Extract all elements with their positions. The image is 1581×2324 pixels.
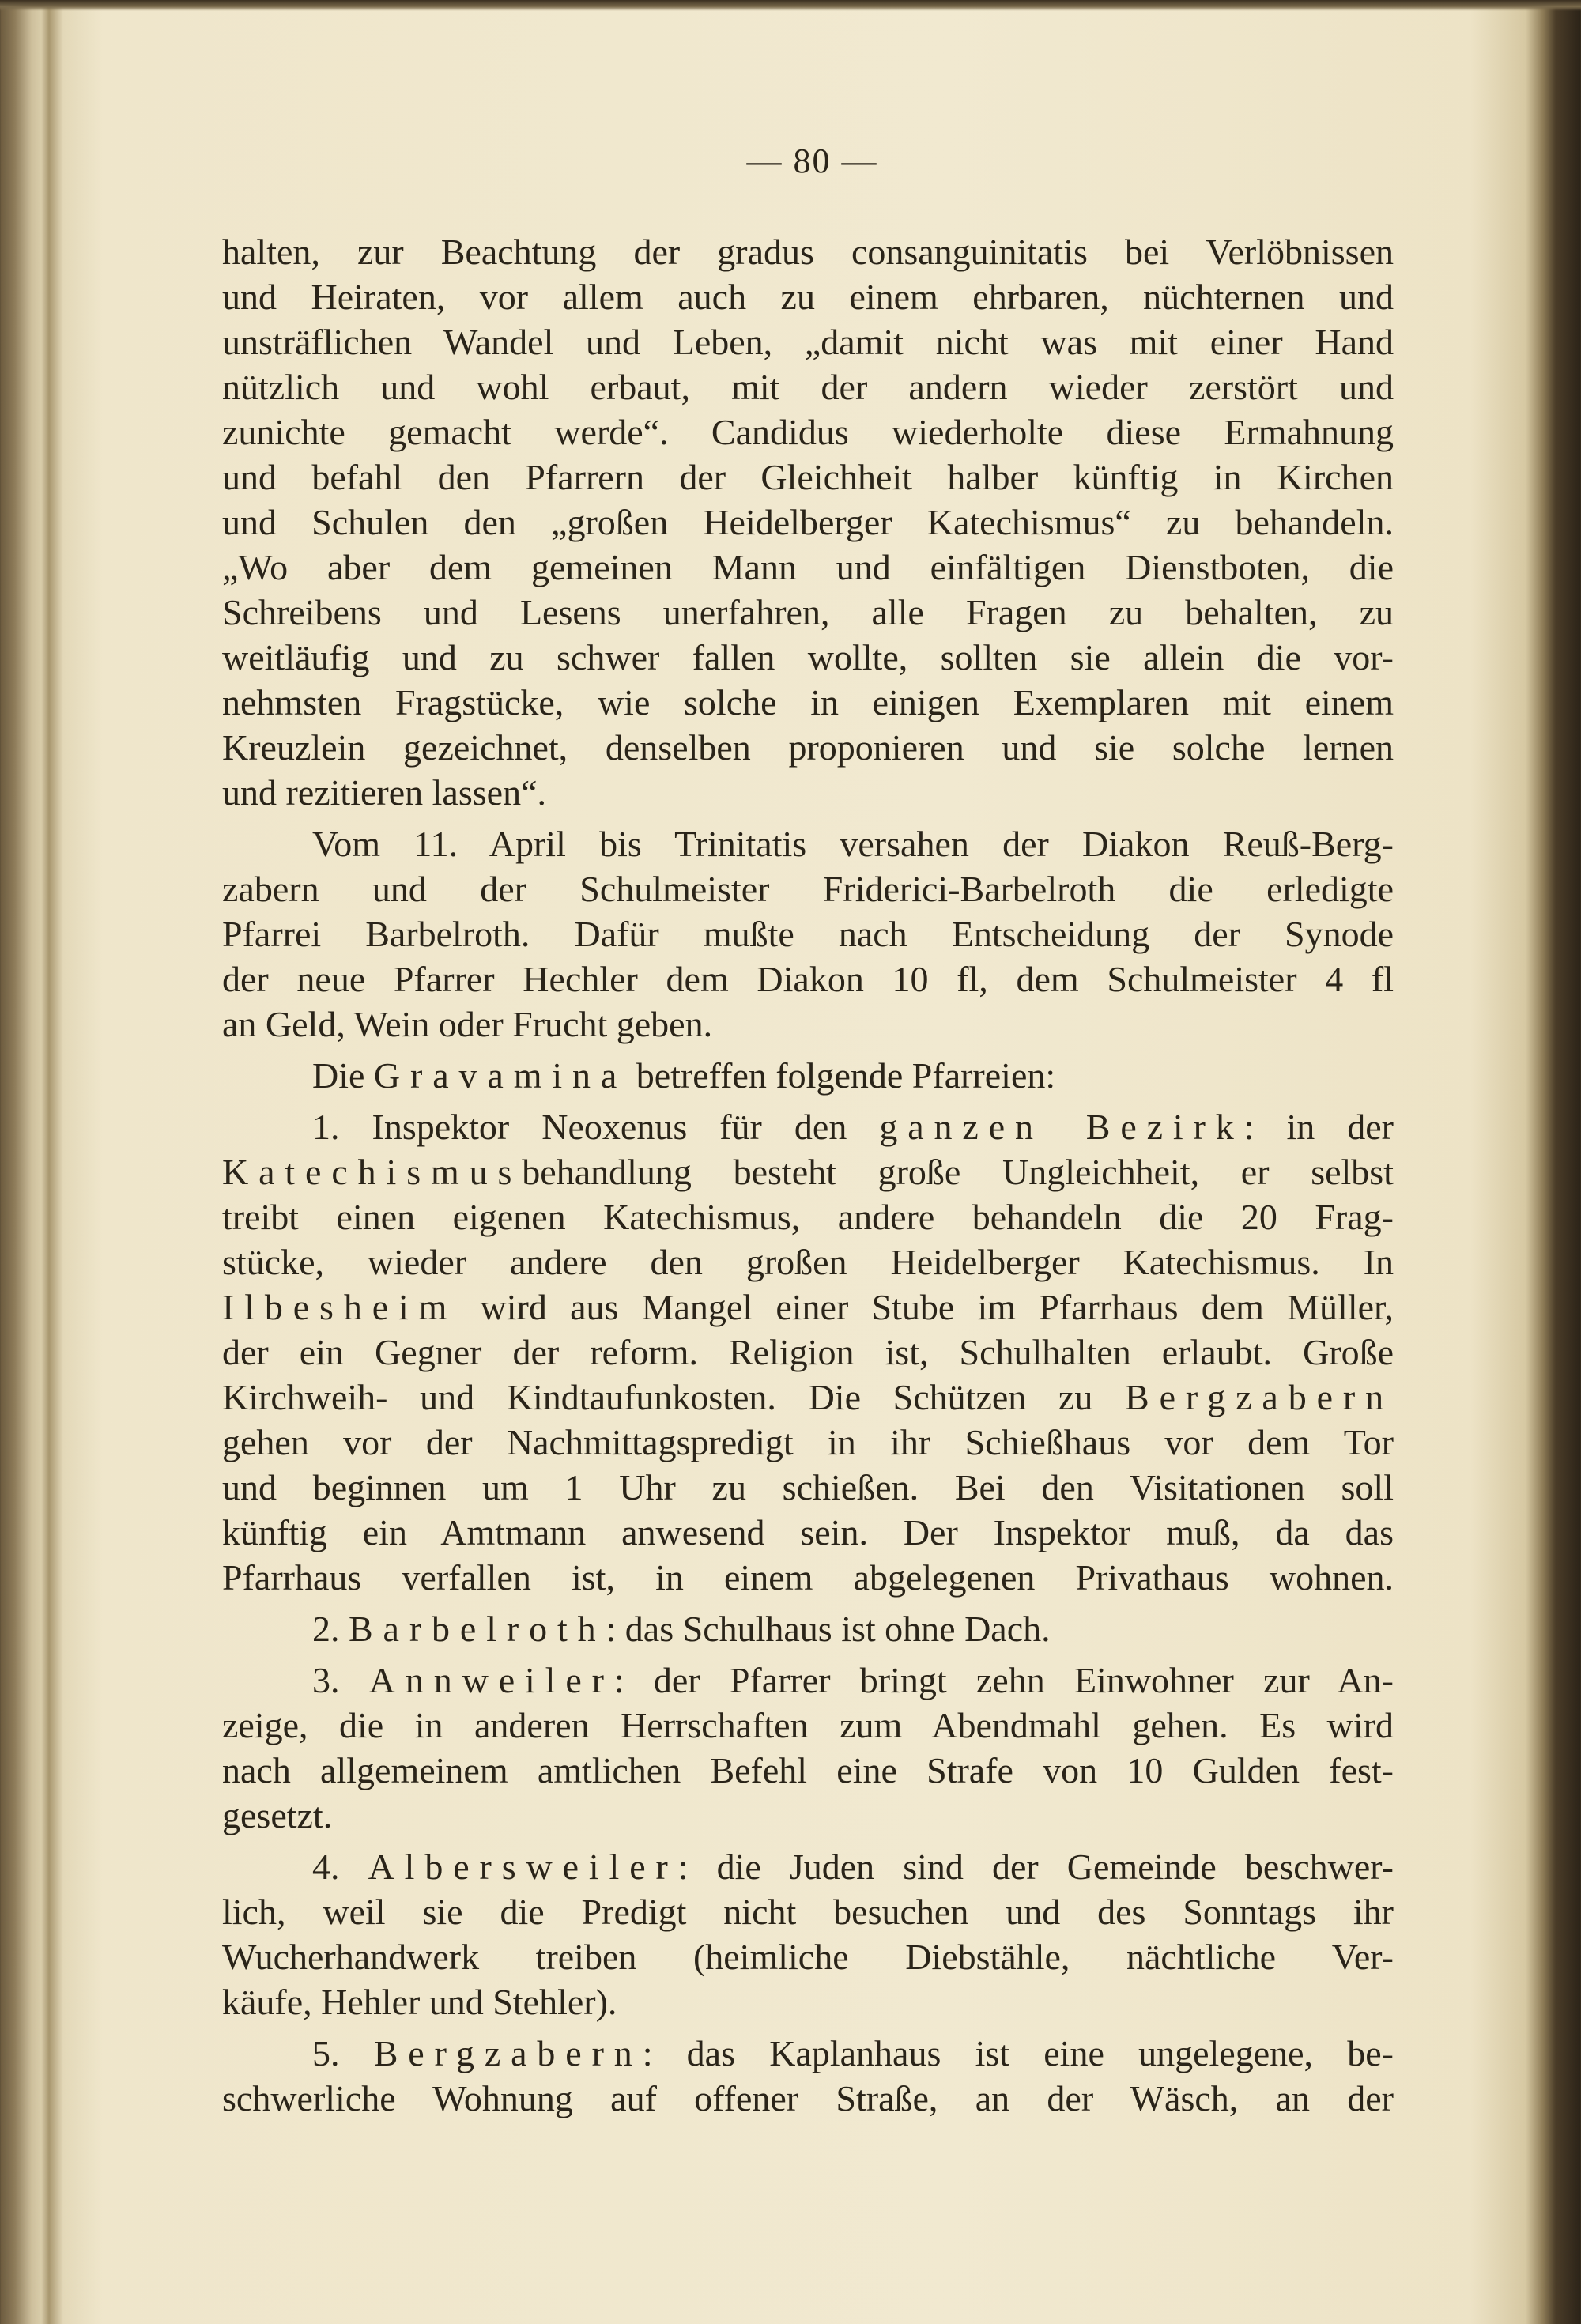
text-line bbox=[222, 725, 1394, 770]
text-segment: „Wo aber dem gemeinen Mann und einfältigen Dienstboten, die bbox=[222, 547, 1394, 587]
text-line bbox=[222, 455, 1394, 500]
text-line bbox=[222, 1002, 1394, 1047]
spaced-emphasis-text: Albersweiler bbox=[368, 1847, 678, 1887]
text-line bbox=[222, 1104, 1394, 1149]
text-line bbox=[222, 680, 1394, 725]
text-segment: nehmsten Fragstücke, wie solche in einigen Exemplaren mit einem bbox=[222, 682, 1394, 722]
text-segment: Pfarrei Barbelroth. Dafür mußte nach Entscheidung der Synode bbox=[222, 914, 1394, 954]
text-line bbox=[222, 364, 1394, 409]
spaced-emphasis-text: Annweiler bbox=[368, 1660, 614, 1700]
text-line bbox=[222, 821, 1394, 866]
text-segment: Kirchweih- und Kindtaufunkosten. Die Schützen zu bbox=[222, 1377, 1126, 1417]
text-line bbox=[222, 590, 1394, 635]
text-segment: gehen vor der Nachmittagspredigt in ihr Schießhaus vor dem Tor bbox=[222, 1422, 1394, 1462]
text-segment: und rezitieren lassen“. bbox=[222, 772, 546, 813]
text-line bbox=[222, 409, 1394, 455]
text-segment: Pfarrhaus verfallen ist, in einem abgelegenen Privathaus wohnen. bbox=[222, 1557, 1394, 1598]
text-segment: Wucherhandwerk treiben (heimliche Diebstähle, nächtliche Ver- bbox=[222, 1937, 1394, 1977]
text-line bbox=[222, 1658, 1394, 1703]
text-line bbox=[222, 2076, 1394, 2121]
text-segment: zabern und der Schulmeister Friderici-Barbelroth die erledigte bbox=[222, 869, 1394, 909]
text-line bbox=[222, 635, 1394, 680]
text-line bbox=[222, 1889, 1394, 1934]
text-segment: an Geld, Wein oder Frucht geben. bbox=[222, 1004, 713, 1044]
text-line bbox=[222, 1194, 1394, 1239]
text-segment: Kreuzlein gezeichnet, denselben proponieren und sie solche lernen bbox=[222, 727, 1394, 768]
spaced-emphasis-text: Ilbesheim bbox=[222, 1287, 458, 1327]
spaced-emphasis-text: Barbelroth bbox=[349, 1609, 606, 1649]
text-line bbox=[222, 911, 1394, 956]
text-line bbox=[222, 1979, 1394, 2024]
page-top-edge bbox=[0, 0, 1581, 11]
text-segment: schwerliche Wohnung auf offener Straße, an der Wäsch, an der bbox=[222, 2078, 1394, 2118]
text-line bbox=[222, 319, 1394, 364]
text-segment: behandlung besteht große Ungleichheit, er selbst bbox=[522, 1152, 1394, 1192]
text-segment: und beginnen um 1 Uhr zu schießen. Bei den Visitationen soll bbox=[222, 1467, 1394, 1507]
text-line bbox=[222, 1510, 1394, 1555]
text-segment: : die Juden sind der Gemeinde beschwer- bbox=[677, 1847, 1394, 1887]
text-segment: und befahl den Pfarrern der Gleichheit halber künftig in Kirchen bbox=[222, 457, 1394, 497]
text-line bbox=[222, 1239, 1394, 1285]
text-line bbox=[222, 1465, 1394, 1510]
text-segment: nützlich und wohl erbaut, mit der andern wieder zerstört und bbox=[222, 367, 1394, 407]
text-line bbox=[222, 545, 1394, 590]
text-segment: und Heiraten, vor allem auch zu einem ehrbaren, nüchternen und bbox=[222, 277, 1394, 317]
text-segment: und Schulen den „großen Heidelberger Katechismus“ zu behandeln. bbox=[222, 502, 1394, 542]
text-segment: 4. bbox=[312, 1847, 368, 1887]
text-segment: Schreibens und Lesens unerfahren, alle Fragen zu behalten, zu bbox=[222, 592, 1394, 632]
text-segment: 1. Inspektor Neoxenus für den bbox=[312, 1107, 880, 1147]
text-segment: : in der bbox=[1243, 1107, 1394, 1147]
text-line bbox=[222, 2031, 1394, 2076]
text-line bbox=[222, 866, 1394, 911]
text-segment: 5. bbox=[312, 2033, 374, 2073]
text-line bbox=[222, 1555, 1394, 1600]
text-line bbox=[222, 229, 1394, 274]
text-line bbox=[222, 1330, 1394, 1375]
text-segment: : der Pfarrer bringt zehn Einwohner zur An- bbox=[613, 1660, 1394, 1700]
text-line bbox=[222, 1844, 1394, 1889]
text-segment: unsträflichen Wandel und Leben, „damit nicht was mit einer Hand bbox=[222, 322, 1394, 362]
text-line bbox=[222, 1703, 1394, 1748]
text-line bbox=[222, 1934, 1394, 1979]
text-segment: Vom 11. April bis Trinitatis versahen der Diakon Reuß-Berg- bbox=[312, 824, 1394, 864]
text-line bbox=[222, 1420, 1394, 1465]
text-segment: : das Schulhaus ist ohne Dach. bbox=[606, 1609, 1051, 1649]
text-segment: der neue Pfarrer Hechler dem Diakon 10 fl, dem Schulmeister 4 fl bbox=[222, 959, 1394, 999]
text-segment: zunichte gemacht werde“. Candidus wiederholte diese Ermahnung bbox=[222, 412, 1394, 452]
text-segment: der ein Gegner der reform. Religion ist, Schulhalten erlaubt. Große bbox=[222, 1332, 1394, 1372]
text-line bbox=[222, 1375, 1394, 1420]
spaced-emphasis-text: Bergzabern bbox=[1125, 1377, 1394, 1417]
text-line bbox=[222, 1748, 1394, 1793]
spaced-emphasis-text: ganzen Bezirk bbox=[879, 1107, 1244, 1147]
spaced-emphasis-text: Katechismus bbox=[222, 1152, 523, 1192]
text-line bbox=[222, 956, 1394, 1002]
text-segment: künftig ein Amtmann anwesend sein. Der Inspektor muß, da das bbox=[222, 1512, 1394, 1552]
text-line bbox=[222, 1285, 1394, 1330]
text-segment: betreffen folgende Pfarreien: bbox=[627, 1055, 1056, 1096]
text-segment: stücke, wieder andere den großen Heidelberger Katechismus. In bbox=[222, 1242, 1394, 1282]
text-segment: treibt einen eigenen Katechismus, andere behandeln die 20 Frag- bbox=[222, 1197, 1394, 1237]
text-line bbox=[222, 1606, 1394, 1651]
text-segment: 3. bbox=[312, 1660, 369, 1700]
text-line bbox=[222, 1053, 1394, 1098]
text-segment: lich, weil sie die Predigt nicht besuchen und des Sonntags ihr bbox=[222, 1892, 1394, 1932]
spaced-emphasis-text: Gravamina bbox=[373, 1055, 628, 1096]
text-segment: Die bbox=[312, 1055, 374, 1096]
text-segment: käufe, Hehler und Stehler). bbox=[222, 1982, 617, 2022]
text-segment: : das Kaplanhaus ist eine ungelegene, be- bbox=[642, 2033, 1394, 2073]
text-line bbox=[222, 1149, 1394, 1194]
text-line bbox=[222, 770, 1394, 815]
spaced-emphasis-text: Bergzabern bbox=[373, 2033, 643, 2073]
text-segment: 2. bbox=[312, 1609, 349, 1649]
text-segment: nach allgemeinem amtlichen Befehl eine Strafe von 10 Gulden fest- bbox=[222, 1750, 1394, 1790]
text-line bbox=[222, 274, 1394, 319]
text-segment: halten, zur Beachtung der gradus consanguinitatis bei Verlöbnissen bbox=[222, 232, 1394, 272]
page-number: — 80 — bbox=[746, 141, 878, 180]
text-segment: wird aus Mangel einer Stube im Pfarrhaus dem Müller, bbox=[457, 1287, 1394, 1327]
body-text bbox=[222, 229, 1394, 2121]
text-line bbox=[222, 500, 1394, 545]
text-line bbox=[222, 1793, 1394, 1838]
text-segment: gesetzt. bbox=[222, 1795, 333, 1835]
text-segment: zeige, die in anderen Herrschaften zum Abendmahl gehen. Es wird bbox=[222, 1705, 1394, 1745]
text-segment: weitläufig und zu schwer fallen wollte, sollten sie allein die vor- bbox=[222, 637, 1394, 677]
